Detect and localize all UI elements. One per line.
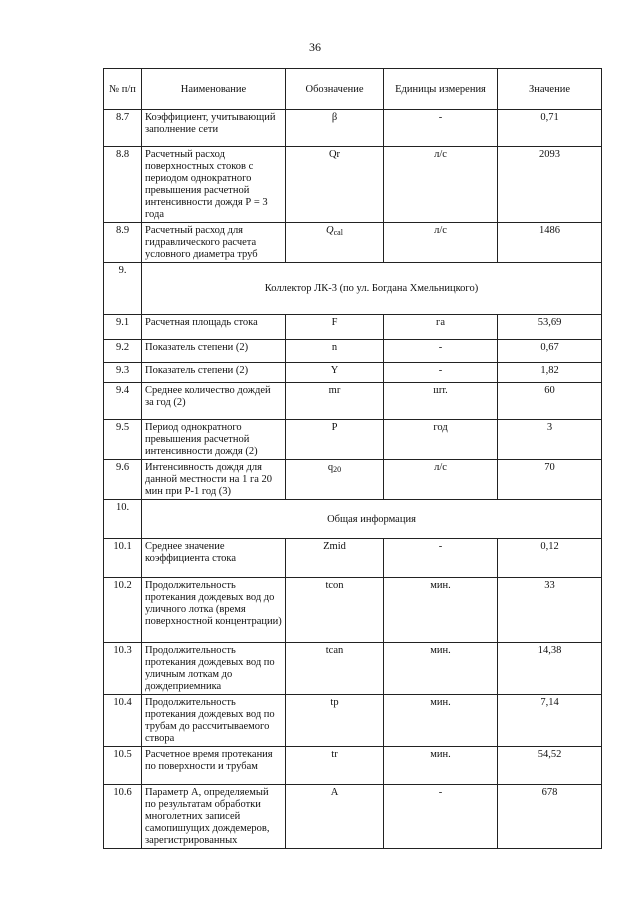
parameter-value: 0,71 [498, 110, 602, 147]
table-row [104, 578, 602, 643]
symbol-subscript: 20 [333, 465, 342, 474]
symbol-text: Y [330, 365, 339, 376]
symbol-text: q [327, 462, 334, 473]
parameter-unit: шт. [384, 383, 498, 420]
parameter-symbol [286, 340, 384, 363]
table-row [104, 539, 602, 578]
parameter-unit: - [384, 340, 498, 363]
symbol-text: P [331, 422, 338, 433]
parameter-unit: л/с [384, 460, 498, 500]
parameter-name: Продолжительность протекания дождевых вод по трубам до рассчитываемого створа [142, 695, 286, 747]
parameter-unit: - [384, 363, 498, 383]
row-number: 10.5 [104, 747, 142, 785]
table-row [104, 340, 602, 363]
parameter-name: Коэффициент, учитывающий заполнение сети [142, 110, 286, 147]
symbol-text: Q [326, 225, 334, 236]
parameter-symbol [286, 643, 384, 695]
row-number: 8.8 [104, 147, 142, 223]
parameter-value: 0,12 [498, 539, 602, 578]
parameter-symbol [286, 363, 384, 383]
parameter-name: Интенсивность дождя для данной местности на 1 га 20 мин при Р-1 год (3) [142, 460, 286, 500]
parameter-unit: мин. [384, 578, 498, 643]
header-unit: Единицы измерения [384, 69, 498, 110]
table-row [104, 363, 602, 383]
parameter-value: 2093 [498, 147, 602, 223]
parameter-name: Параметр А, определяемый по результатам обработки многолетних записей самопишущих дождемеров, зарегистрированных [142, 785, 286, 849]
symbol-text: tcon [325, 580, 344, 591]
row-number: 10.3 [104, 643, 142, 695]
table-row [104, 110, 602, 147]
parameter-value: 678 [498, 785, 602, 849]
parameter-symbol [286, 110, 384, 147]
parameter-symbol [286, 695, 384, 747]
parameter-unit: мин. [384, 747, 498, 785]
symbol-text: mr [328, 385, 341, 396]
parameter-value: 53,69 [498, 315, 602, 340]
parameter-value: 54,52 [498, 747, 602, 785]
section-row [104, 500, 602, 539]
parameter-unit: мин. [384, 643, 498, 695]
symbol-text: A [330, 787, 339, 798]
parameter-name: Показатель степени (2) [142, 340, 286, 363]
parameter-value: 3 [498, 420, 602, 460]
table-body [104, 110, 602, 849]
parameter-name: Продолжительность протекания дождевых вод по уличным лоткам до дождеприемника [142, 643, 286, 695]
parameter-name: Среднее количество дождей за год (2) [142, 383, 286, 420]
section-row [104, 263, 602, 315]
parameter-value: 1486 [498, 223, 602, 263]
symbol-text: Zmid [323, 541, 346, 552]
parameter-value: 7,14 [498, 695, 602, 747]
parameter-unit: мин. [384, 695, 498, 747]
parameter-value: 14,38 [498, 643, 602, 695]
row-number: 9.2 [104, 340, 142, 363]
row-number: 9. [104, 263, 142, 315]
parameter-symbol [286, 747, 384, 785]
parameter-name: Показатель степени (2) [142, 363, 286, 383]
parameter-unit: - [384, 785, 498, 849]
table-row [104, 147, 602, 223]
row-number: 8.7 [104, 110, 142, 147]
row-number: 9.1 [104, 315, 142, 340]
symbol-text: F [331, 317, 338, 328]
row-number: 10. [104, 500, 142, 539]
table-row [104, 315, 602, 340]
row-number: 8.9 [104, 223, 142, 263]
parameter-unit: год [384, 420, 498, 460]
row-number: 9.5 [104, 420, 142, 460]
parameter-value: 1,82 [498, 363, 602, 383]
row-number: 9.6 [104, 460, 142, 500]
parameter-symbol [286, 578, 384, 643]
parameter-name: Продолжительность протекания дождевых вод до уличного лотка (время поверхностной концентрации) [142, 578, 286, 643]
row-number: 10.1 [104, 539, 142, 578]
parameter-value: 60 [498, 383, 602, 420]
symbol-text: Qr [328, 149, 341, 160]
parameter-value: 33 [498, 578, 602, 643]
parameter-symbol [286, 223, 384, 263]
parameter-name: Расчетный расход для гидравлического расчета условного диаметра труб [142, 223, 286, 263]
parameter-symbol [286, 315, 384, 340]
table-header-row [104, 69, 602, 110]
parameter-symbol [286, 383, 384, 420]
symbol-text: tr [331, 749, 338, 760]
symbol-text: tcan [325, 645, 344, 656]
header-symbol: Обозначение [286, 69, 384, 110]
parameter-unit: л/с [384, 147, 498, 223]
parameter-name: Расчетная площадь стока [142, 315, 286, 340]
header-value: Значение [498, 69, 602, 110]
table-row [104, 420, 602, 460]
symbol-subscript: cal [333, 228, 343, 237]
table-row [104, 460, 602, 500]
header-num: № п/п [104, 69, 142, 110]
table-row [104, 747, 602, 785]
row-number: 10.4 [104, 695, 142, 747]
row-number: 10.6 [104, 785, 142, 849]
section-title: Общая информация [142, 500, 602, 539]
table-row [104, 785, 602, 849]
parameter-name: Период однократного превышения расчетной интенсивности дождя (2) [142, 420, 286, 460]
table-row [104, 223, 602, 263]
symbol-text: n [331, 342, 338, 353]
parameter-symbol [286, 539, 384, 578]
parameter-value: 0,67 [498, 340, 602, 363]
symbol-text: β [331, 112, 338, 123]
row-number: 10.2 [104, 578, 142, 643]
parameter-symbol [286, 147, 384, 223]
parameter-unit: л/с [384, 223, 498, 263]
parameter-unit: га [384, 315, 498, 340]
parameters-table [103, 68, 602, 849]
parameter-name: Расчетное время протекания по поверхности и трубам [142, 747, 286, 785]
header-name: Наименование [142, 69, 286, 110]
parameter-name: Расчетный расход поверхностных стоков с периодом однократного превышения расчетной интенсивности дождя Р = 3 года [142, 147, 286, 223]
table-row [104, 695, 602, 747]
parameter-unit: - [384, 110, 498, 147]
parameter-value: 70 [498, 460, 602, 500]
section-title: Коллектор ЛК-3 (по ул. Богдана Хмельницкого) [142, 263, 602, 315]
parameter-name: Среднее значение коэффициента стока [142, 539, 286, 578]
parameter-symbol [286, 460, 384, 500]
row-number: 9.3 [104, 363, 142, 383]
parameter-symbol [286, 785, 384, 849]
row-number: 9.4 [104, 383, 142, 420]
table-row [104, 643, 602, 695]
page-number: 36 [309, 40, 321, 54]
parameter-unit: - [384, 539, 498, 578]
parameter-symbol [286, 420, 384, 460]
symbol-text: tp [330, 697, 339, 708]
table-row [104, 383, 602, 420]
